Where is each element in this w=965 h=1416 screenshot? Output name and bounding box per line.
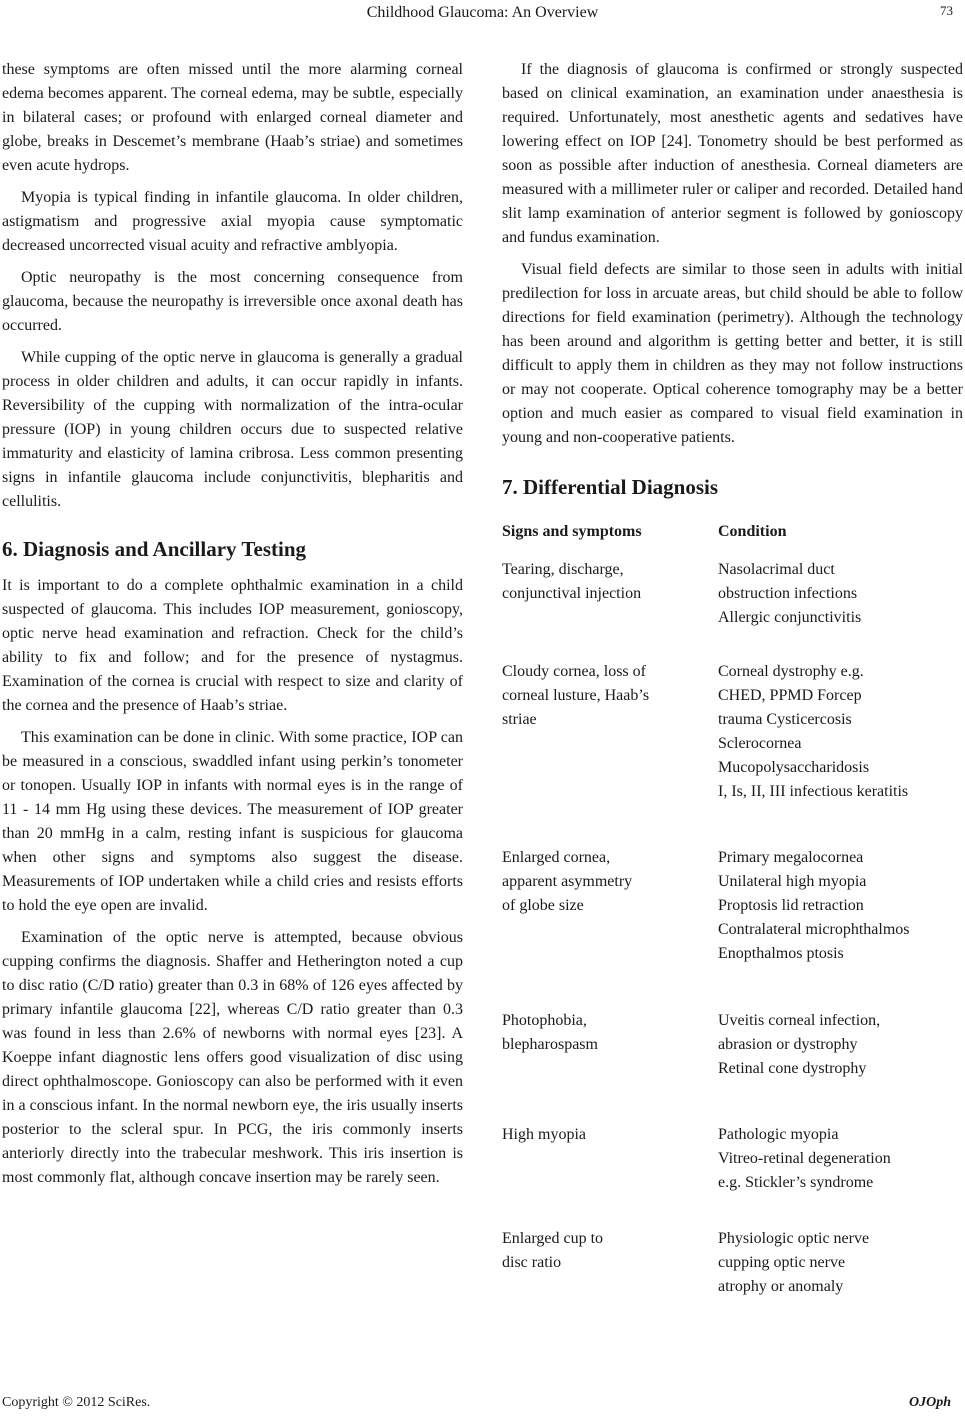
section-heading-differential: 7. Differential Diagnosis	[502, 475, 719, 499]
journal-abbreviation: OJOph	[908, 1395, 951, 1410]
cell-line: Physiologic optic nerve	[718, 1230, 870, 1247]
cell-line: Tearing, discharge,	[502, 561, 624, 578]
signs-cell	[502, 660, 718, 804]
paragraph: Optic neuropathy is the most concerning consequence from glaucoma, because the neuropathy is irreversible once axonal death has occurred.	[2, 269, 463, 334]
cell-line: Enopthalmos ptosis	[718, 945, 844, 962]
signs-cell	[502, 1123, 718, 1195]
cell-line: abrasion or dystrophy	[718, 1036, 858, 1053]
right-column	[502, 58, 963, 1299]
differential-diagnosis-table	[502, 520, 963, 1299]
table-header	[502, 520, 963, 544]
cell-line: of globe size	[502, 897, 584, 914]
paragraph: Visual field defects are similar to those seen in adults with initial predilection for loss in arcuate areas, but child should be able to follow directions for field examination (perimetry). Although the technology has been around and algorithm is getting better and better, it is still difficult to apply them in children as they may not follow instructions or may not cooperate. Optical coherence tomography may be a better option and much easier as compared to visual field examination in young and non-cooperative patients.	[502, 261, 963, 446]
condition-cell	[718, 1009, 963, 1081]
cell-line: CHED, PPMD Forcep	[718, 687, 862, 704]
cell-line: Allergic conjunctivitis	[718, 609, 862, 626]
signs-cell	[502, 1009, 718, 1081]
cell-line: High myopia	[502, 1126, 586, 1143]
cell-line: Cloudy cornea, loss of	[502, 663, 646, 680]
page-number: 73	[940, 3, 953, 18]
paragraph: If the diagnosis of glaucoma is confirmed or strongly suspected based on clinical examination, an examination under anaesthesia is required. Unfortunately, most anesthetic agents and sedatives have lowering effect on IOP [24]. Tonometry should be best performed as soon as possible after induction of anesthesia. Corneal diameters are measured with a millimeter ruler or caliper and recorded. Detailed hand slit lamp examination of anterior segment is followed by gonioscopy and fundus examination.	[502, 61, 963, 246]
cell-line: Nasolacrimal duct	[718, 561, 835, 578]
cell-line: Vitreo-retinal degeneration	[718, 1150, 891, 1167]
cell-line: trauma Cysticercosis	[718, 711, 852, 728]
paragraph: It is important to do a complete ophthalmic examination in a child suspected of glaucoma. This includes IOP measurement, gonioscopy, optic nerve head examination and refraction. Check for the child’s ability to fix and follow; and for the presence of nystagmus. Examination of the cornea is crucial with respect to size and clarity of the cornea and the presence of Haab’s striae.	[2, 577, 463, 714]
condition-cell	[718, 846, 963, 966]
cell-line: striae	[502, 711, 537, 728]
condition-cell	[718, 660, 963, 804]
paragraph: Examination of the optic nerve is attempted, because obvious cupping confirms the diagnosis. Shaffer and Hetherington noted a cup to disc ratio (C/D ratio) greater than 0.3 in 68% of 126 eyes affected by primary infantile glaucoma [22], whereas C/D ratio greater than 0.3 was found in less than 2.6% of newborns with normal eyes [23]. A Koeppe infant diagnostic lens offers good visualization of disc using direct ophthalmoscope. Gonioscopy can also be performed with it even in a conscious infant. In the normal newborn eye, the iris usually inserts posterior to the scleral spur. In PCG, the iris commonly inserts anteriorly directly into the trabecular meshwork. This iris insertion is most commonly flat, although concave insertion may be rarely seen.	[2, 929, 463, 1186]
cell-line: Mucopolysaccharidosis	[718, 759, 870, 776]
header-condition: Condition	[718, 523, 787, 540]
cell-line: conjunctival injection	[502, 585, 642, 602]
cell-line: Proptosis lid retraction	[718, 897, 864, 914]
cell-line: Pathologic myopia	[718, 1126, 839, 1143]
table-row	[502, 558, 963, 630]
cell-line: Uveitis corneal infection,	[718, 1012, 881, 1029]
left-column	[2, 58, 463, 1190]
condition-cell	[718, 1227, 963, 1299]
cell-line: cupping optic nerve	[718, 1254, 846, 1271]
signs-cell	[502, 1227, 718, 1299]
paragraph: While cupping of the optic nerve in glaucoma is generally a gradual process in older children and adults, it can occur rapidly in infants. Reversibility of the cupping with normalization of the intra-ocular pressure (IOP) in young children occurs due to suspected relative immaturity and elasticity of lamina cribrosa. Less common presenting signs in infantile glaucoma include conjunctivitis, blepharitis and cellulitis.	[2, 349, 463, 510]
cell-line: Photophobia,	[502, 1012, 587, 1029]
cell-line: disc ratio	[502, 1254, 562, 1271]
cell-line: Enlarged cup to	[502, 1230, 604, 1247]
cell-line: I, Is, II, III infectious keratitis	[718, 783, 909, 800]
signs-cell	[502, 558, 718, 630]
section-heading-diagnosis: 6. Diagnosis and Ancillary Testing	[2, 537, 306, 561]
header-signs: Signs and symptoms	[502, 523, 642, 540]
condition-cell	[718, 558, 963, 630]
cell-line: Contralateral microphthalmos	[718, 921, 910, 938]
table-row	[502, 1227, 963, 1299]
table-row	[502, 1123, 963, 1195]
cell-line: atrophy or anomaly	[718, 1278, 844, 1295]
page-header	[0, 0, 965, 30]
paragraph: these symptoms are often missed until the more alarming corneal edema becomes apparent. The corneal edema, may be subtle, especially in bilateral cases; or profound with enlarged corneal diameter and globe, breaks in Descemet’s membrane (Haab’s striae) and sometimes even acute hydrops.	[2, 61, 463, 174]
table-row	[502, 846, 963, 966]
table-row	[502, 1009, 963, 1081]
cell-line: obstruction infections	[718, 585, 858, 602]
table-row	[502, 660, 963, 804]
cell-line: Retinal cone dystrophy	[718, 1060, 867, 1077]
copyright-notice: Copyright © 2012 SciRes.	[2, 1395, 151, 1410]
cell-line: Primary megalocornea	[718, 849, 864, 866]
paragraph: This examination can be done in clinic. With some practice, IOP can be measured in a conscious, swaddled infant using perkin’s tonometer or tonopen. Usually IOP in infants with normal eyes is in the range of 11 - 14 mm Hg using these devices. The measurement of IOP greater than 20 mmHg in a calm, resting infant is suspicious for glaucoma when other signs and symptoms also suggest the disease. Measurements of IOP undertaken while a child cries and resists efforts to hold the eye open are invalid.	[2, 729, 463, 914]
condition-cell	[718, 1123, 963, 1195]
cell-line: Sclerocornea	[718, 735, 802, 752]
running-title: Childhood Glaucoma: An Overview	[366, 4, 599, 21]
paragraph: Myopia is typical finding in infantile glaucoma. In older children, astigmatism and progressive axial myopia cause symptomatic decreased uncorrected visual acuity and refractive amblyopia.	[2, 189, 463, 254]
cell-line: e.g. Stickler’s syndrome	[718, 1174, 874, 1191]
cell-line: Unilateral high myopia	[718, 873, 867, 890]
signs-cell	[502, 846, 718, 966]
cell-line: corneal lusture, Haab’s	[502, 687, 650, 704]
cell-line: apparent asymmetry	[502, 873, 633, 890]
cell-line: Corneal dystrophy e.g.	[718, 663, 864, 680]
cell-line: blepharospasm	[502, 1036, 598, 1053]
cell-line: Enlarged cornea,	[502, 849, 611, 866]
